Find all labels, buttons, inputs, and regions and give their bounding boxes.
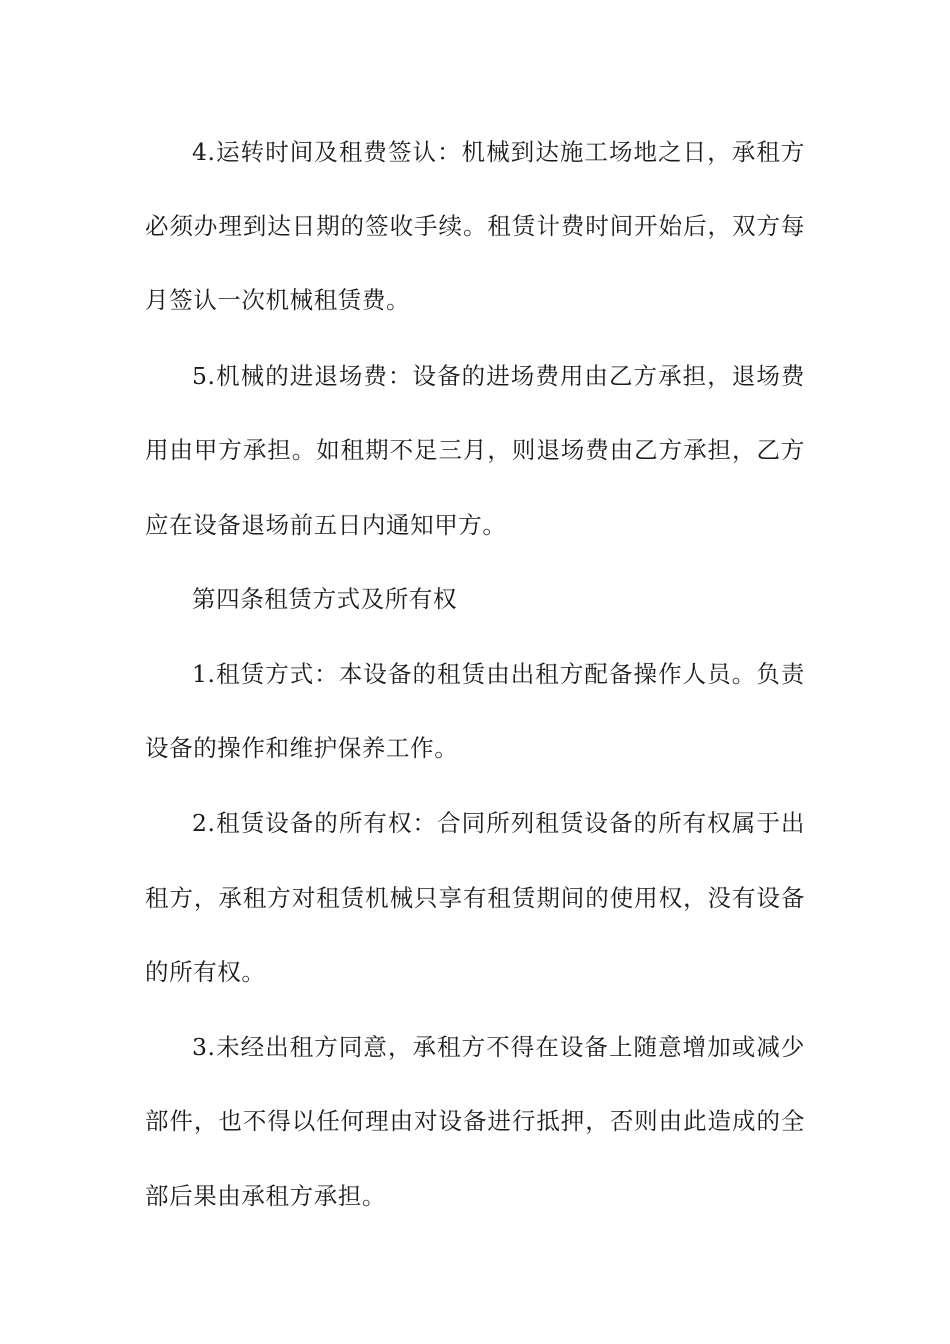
paragraph-5-line-3: 应在设备退场前五日内通知甲方。 xyxy=(145,511,507,539)
item-3-line-2: 部件，也不得以任何理由对设备进行抵押，否则由此造成的全 xyxy=(145,1107,805,1135)
paragraph-5-line-2: 用由甲方承担。如租期不足三月，则退场费由乙方承担，乙方 xyxy=(145,436,805,464)
item-2-line-2: 租方，承租方对租赁机械只享有租赁期间的使用权，没有设备 xyxy=(145,884,805,912)
paragraph-5-line-1: 5.机械的进退场费：设备的进场费用由乙方承担，退场费 xyxy=(192,362,805,390)
item-3-line-1: 3.未经出租方同意，承租方不得在设备上随意增加或减少 xyxy=(192,1033,805,1061)
paragraph-4-line-1: 4.运转时间及租费签认：机械到达施工场地之日，承租方 xyxy=(192,138,805,166)
item-3-line-3: 部后果由承租方承担。 xyxy=(145,1182,386,1210)
paragraph-4-line-2: 必须办理到达日期的签收手续。租赁计费时间开始后，双方每 xyxy=(145,212,805,240)
item-2-line-3: 的所有权。 xyxy=(145,958,266,986)
item-1-line-2: 设备的操作和维护保养工作。 xyxy=(145,734,459,762)
section-heading: 第四条租赁方式及所有权 xyxy=(192,585,458,613)
paragraph-4-line-3: 月签认一次机械租赁费。 xyxy=(145,286,411,314)
item-2-line-1: 2.租赁设备的所有权：合同所列租赁设备的所有权属于出 xyxy=(192,809,805,837)
item-1-line-1: 1.租赁方式：本设备的租赁由出租方配备操作人员。负责 xyxy=(192,660,805,688)
